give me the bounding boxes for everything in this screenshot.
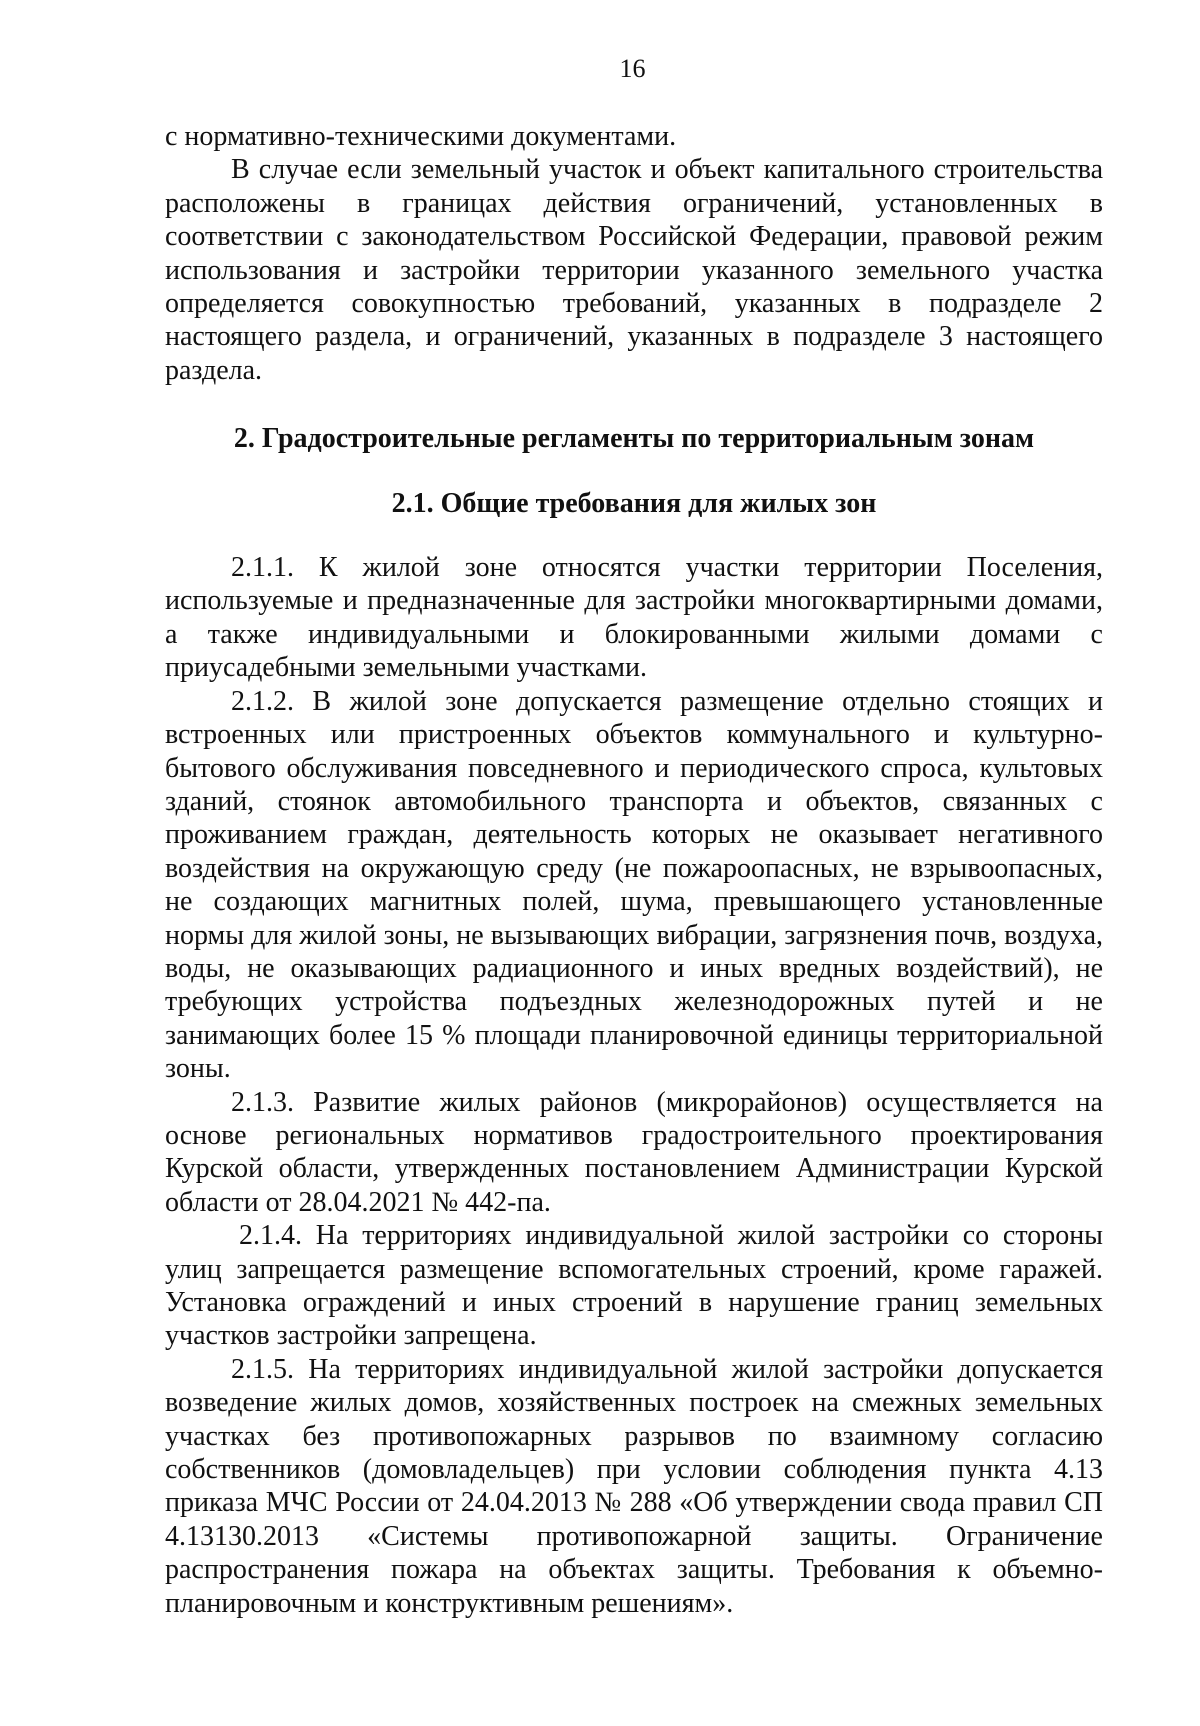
clause-2-1-5: 2.1.5. На территориях индивидуальной жилой застройки допускается возведение жилых домов, хозяйственных построек на смежных земельных участках без противопожарных разрывов по взаимному согласию собственников (домовладельцев) при условии соблюдения пункта 4.13 приказа МЧС России от 24.04.2013 № 288 «Об утверждении свода правил СП 4.13130.2013 «Системы противопожарной защиты. Ограничение распространения пожара на объектах защиты. Требования к объемно-планировочным и конструктивным решениям». bbox=[165, 1353, 1103, 1619]
subsection-heading: 2.1. Общие требования для жилых зон bbox=[391, 487, 877, 519]
clause-2-1-4: 2.1.4. На территориях индивидуальной жилой застройки со стороны улиц запрещается размещение вспомогательных строений, кроме гаражей. Установка ограждений и иных строений в нарушение границ земельных участков застройки запрещена. bbox=[165, 1220, 1103, 1352]
clause-2-1-1: 2.1.1. К жилой зоне относятся участки территории Поселения, используемые и предназначенные для застройки многоквартирными домами, а также индивидуальными и блокированными жилыми домами с приусадебными земельными участками. bbox=[165, 552, 1103, 684]
clause-2-1-2: 2.1.2. В жилой зоне допускается размещение отдельно стоящих и встроенных или пристроенных объектов коммунального и культурно-бытового обслуживания повседневного и периодического спроса, культовых зданий, стоянок автомобильного транспорта и объектов, связанных с проживанием граждан, деятельность которых не оказывает негативного воздействия на окружающую среду (не пожароопасных, не взрывоопасных, не создающих магнитных полей, шума, превышающего установленные нормы для жилой зоны, не вызывающих вибрации, загрязнения почв, воздуха, воды, не оказывающих радиационного и иных вредных воздействий), не требующих устройства подъездных железнодорожных путей и не занимающих более 15 % площади планировочной единицы территориальной зоны. bbox=[165, 685, 1103, 1085]
clause-2-1-3: 2.1.3. Развитие жилых районов (микрорайонов) осуществляется на основе региональных нормативов градостроительного проектирования Курской области, утвержденных постановлением Администрации Курской области от 28.04.2021 № 442-па. bbox=[165, 1086, 1103, 1218]
paragraph-continuation: с нормативно-техническими документами. bbox=[165, 121, 677, 152]
section-heading: 2. Градостроительные регламенты по территориальным зонам bbox=[233, 423, 1035, 455]
page-number: 16 bbox=[619, 54, 646, 83]
document-body bbox=[165, 120, 1103, 1620]
paragraph-restrictions: В случае если земельный участок и объект капитального строительства расположены в границах действия ограничений, установленных в соответствии с законодательством Российской Федерации, правовой режим использования и застройки территории указанного земельного участка определяется совокупностью требований, указанных в подразделе 2 настоящего раздела, и ограничений, указанных в подразделе 3 настоящего раздела. bbox=[165, 154, 1103, 386]
